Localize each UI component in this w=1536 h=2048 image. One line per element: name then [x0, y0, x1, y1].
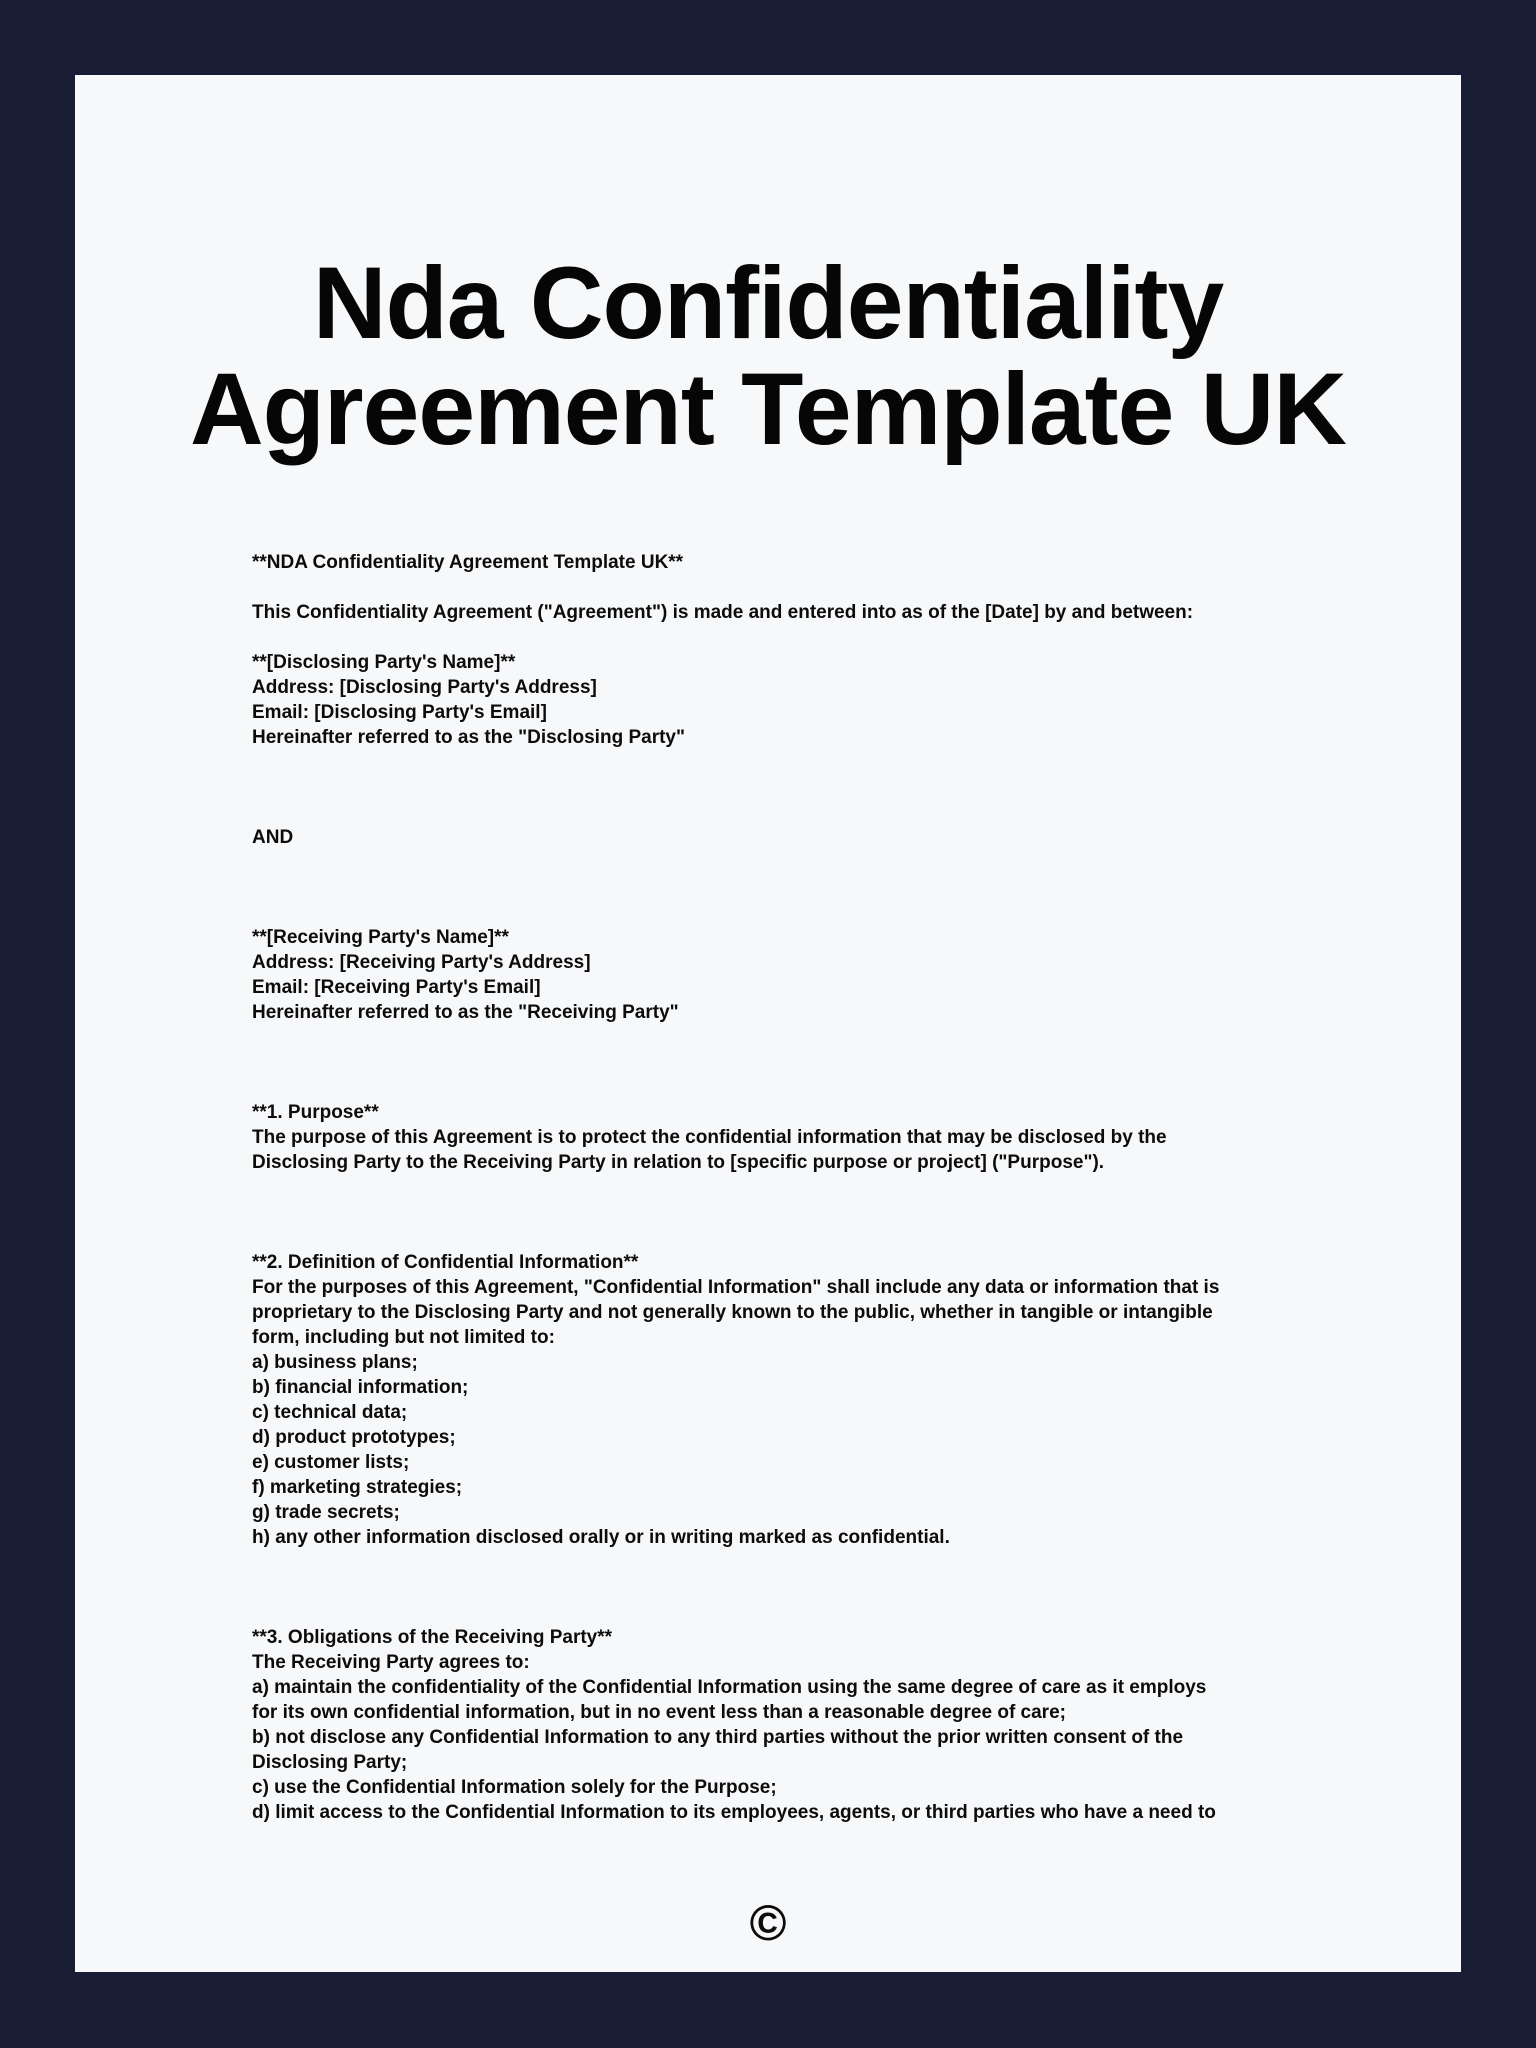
document-line: Email: [Disclosing Party's Email] — [252, 702, 547, 723]
and-separator — [252, 825, 1219, 850]
document-line: c) use the Confidential Information solely for the Purpose; — [252, 1777, 777, 1798]
document-body — [252, 550, 1219, 1825]
document-line: Address: [Receiving Party's Address] — [252, 952, 591, 973]
document-line: d) product prototypes; — [252, 1427, 456, 1448]
document-line: d) limit access to the Confidential Information to its employees, agents, or third parties who have a need to — [252, 1802, 1216, 1823]
receiving-party-block — [252, 925, 1219, 1025]
document-line: f) marketing strategies; — [252, 1477, 463, 1498]
document-line: Hereinafter referred to as the "Disclosing Party" — [252, 727, 685, 748]
document-line: a) maintain the confidentiality of the Confidential Information using the same degree of care as it employs — [252, 1677, 1207, 1698]
document-line: b) not disclose any Confidential Information to any third parties without the prior written consent of the — [252, 1727, 1184, 1748]
document-line: The Receiving Party agrees to: — [252, 1652, 530, 1673]
document-line: **[Receiving Party's Name]** — [252, 927, 509, 948]
document-line: For the purposes of this Agreement, "Confidential Information" shall include any data or information that is — [252, 1277, 1220, 1298]
document-line: This Confidentiality Agreement ("Agreement") is made and entered into as of the [Date] by and between: — [252, 602, 1194, 623]
document-line: Email: [Receiving Party's Email] — [252, 977, 541, 998]
document-line: **1. Purpose** — [252, 1102, 379, 1123]
document-line: **[Disclosing Party's Name]** — [252, 652, 516, 673]
document-line: e) customer lists; — [252, 1452, 410, 1473]
document-line: **NDA Confidentiality Agreement Template UK** — [252, 552, 684, 573]
document-line: Disclosing Party; — [252, 1752, 408, 1773]
document-line: Disclosing Party to the Receiving Party in relation to [specific purpose or project] ("Purpose"). — [252, 1152, 1105, 1173]
page-title — [75, 246, 1461, 466]
document-line: **3. Obligations of the Receiving Party** — [252, 1627, 613, 1648]
document-line: form, including but not limited to: — [252, 1327, 555, 1348]
document-line: Address: [Disclosing Party's Address] — [252, 677, 597, 698]
section-3-obligations — [252, 1625, 1219, 1825]
intro-paragraph — [252, 600, 1219, 625]
document-line: **2. Definition of Confidential Information** — [252, 1252, 639, 1273]
document-line: Hereinafter referred to as the "Receiving Party" — [252, 1002, 679, 1023]
copyright-icon: © — [749, 1895, 787, 1951]
document-line: g) trade secrets; — [252, 1502, 400, 1523]
document-page — [75, 75, 1461, 1972]
disclosing-party-block — [252, 650, 1219, 750]
page-title-line-1: Nda Confidentiality — [312, 246, 1224, 360]
document-line: a) business plans; — [252, 1352, 418, 1373]
document-line: h) any other information disclosed orally or in writing marked as confidential. — [252, 1527, 950, 1548]
document-line: AND — [252, 827, 294, 848]
document-line: c) technical data; — [252, 1402, 408, 1423]
page-title-line-2: Agreement Template UK — [189, 352, 1347, 466]
document-line: for its own confidential information, but in no event less than a reasonable degree of care; — [252, 1702, 1066, 1723]
document-line: The purpose of this Agreement is to protect the confidential information that may be disclosed by the — [252, 1127, 1167, 1148]
document-line: proprietary to the Disclosing Party and not generally known to the public, whether in tangible or intangible — [252, 1302, 1213, 1323]
section-1-purpose — [252, 1100, 1219, 1175]
section-2-definition — [252, 1250, 1219, 1550]
doc-heading — [252, 550, 1219, 575]
document-line: b) financial information; — [252, 1377, 469, 1398]
